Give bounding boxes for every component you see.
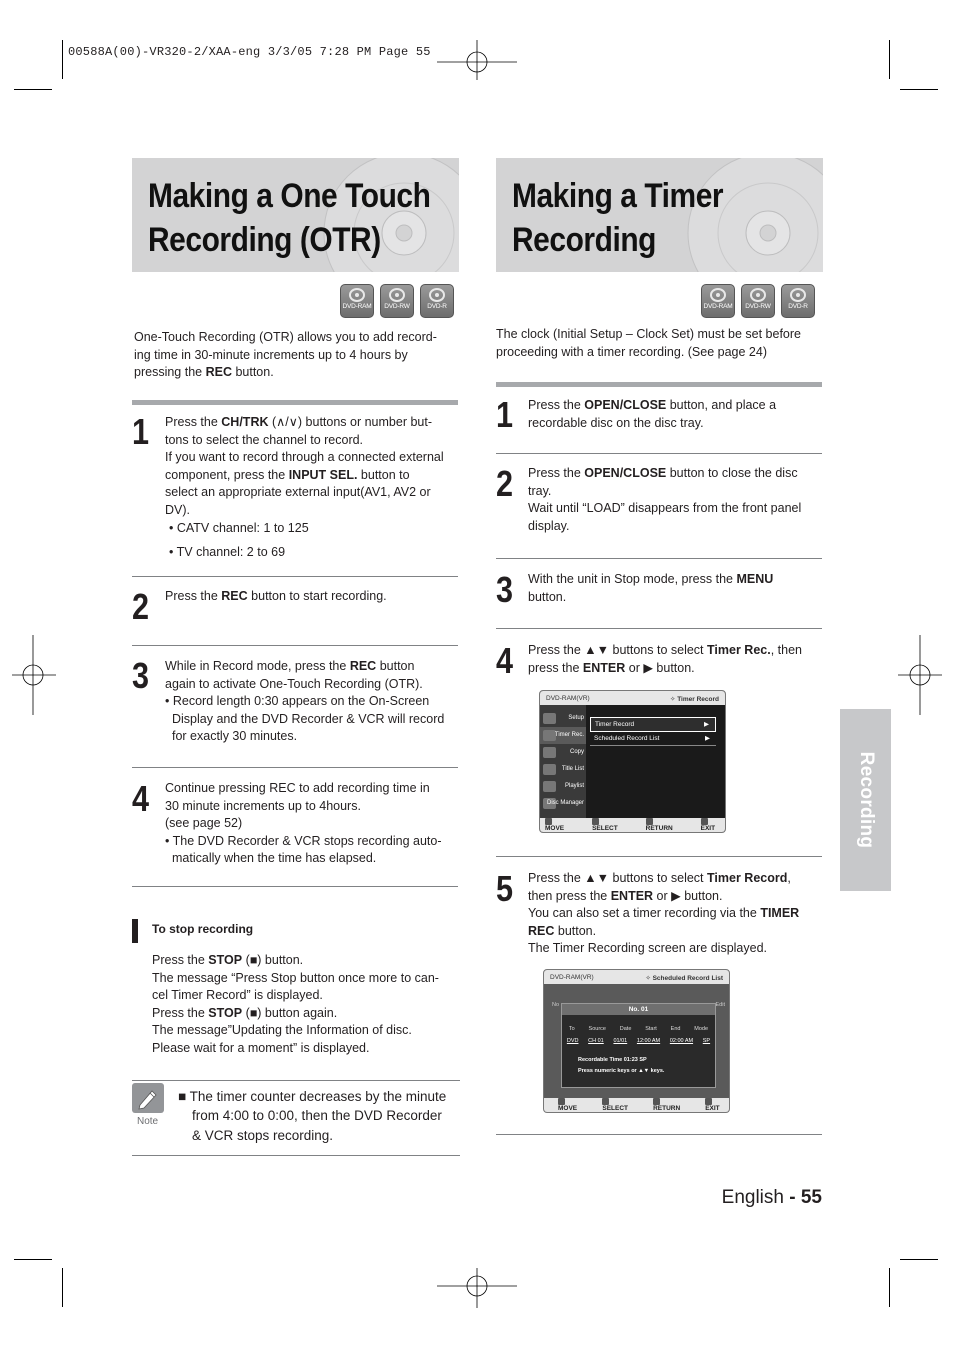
page-footer: English - 55 — [721, 1187, 822, 1208]
osd-menu-item: Copy — [540, 744, 586, 761]
title-list-icon — [543, 764, 556, 775]
osd-menu-item: Disc Manager — [540, 795, 586, 812]
stop-heading: To stop recording — [152, 922, 254, 936]
section-side-tab: Recording — [840, 709, 891, 891]
osd-key-select: SELECT — [602, 1098, 637, 1112]
stop-instructions: Press the STOP (■) button. The message “Press Stop button once more to can- cel Timer Record” is displayed. Press the STOP (■) button again. The message”Updating the Information of disc. Please wait for a moment” is displayed. — [152, 953, 439, 1055]
osd-detail-panel: No. 01 To Source Date Start End Mode DVD CH 01 01/01 12:00 AM 02:00 AM SP Recordable Time 01:23 SP Press numeric keys or ▲▼ keys. — [561, 1003, 716, 1088]
playlist-icon — [543, 781, 556, 792]
right-title: Making a Timer Recording — [512, 177, 724, 259]
left-step-1-text: Press the CH/TRK (∧/∨) buttons or number but- tons to select the channel to record. If you want to record through a connected external component, press the INPUT SEL. button to select an appropriate external input(AV1, AV2 or DV). • CATV channel: 1 to 125 • TV channel: 2 to 69 — [165, 415, 444, 560]
right-step-4-number: 4 — [496, 640, 514, 681]
osd-key-return: RETURN — [653, 1098, 689, 1112]
right-step-divider — [496, 628, 822, 629]
right-step-2-number: 2 — [496, 463, 514, 504]
right-step-divider — [496, 856, 822, 857]
registration-mark-left — [12, 635, 56, 715]
left-step-4-text: Continue pressing REC to add recording time in 30 minute increments up to 4hours. (see page 52) • The DVD Recorder & VCR stops recording auto- matically when the time has elapsed. — [165, 781, 442, 866]
stop-heading-bar — [132, 919, 138, 943]
left-section-rule — [132, 400, 458, 405]
registration-mark-top — [437, 40, 517, 80]
registration-mark-bottom — [437, 1268, 517, 1308]
left-step-divider — [132, 767, 458, 768]
left-intro: One-Touch Recording (OTR) allows you to add record- ing time in 30-minute increments up to 4 hours by pressing the REC button. — [134, 330, 437, 380]
osd-key-select: SELECT — [592, 818, 628, 832]
right-step-5-text: Press the ▲▼ buttons to select Timer Record, then press the ENTER or ▶ button. You can also set a timer recording via the TIMER REC button. The Timer Recording screen are displayed. — [528, 871, 800, 956]
osd-key-exit: EXIT — [701, 818, 725, 832]
registration-mark-right — [898, 635, 942, 715]
right-step-2-text: Press the OPEN/CLOSE button to close the disc tray. Wait until “LOAD” disappears from the front panel display. — [528, 466, 802, 533]
osd-menu-item: Timer Rec. — [540, 727, 586, 744]
left-step-2-text: Press the REC button to start recording. — [165, 589, 387, 603]
osd-top-bar: DVD-RAM(VR) ✧ Timer Record — [540, 691, 725, 705]
right-intro: The clock (Initial Setup – Clock Set) must be set before proceeding with a timer recording. (See page 24) — [496, 327, 801, 359]
osd-schedule-screen: DVD-RAM(VR) ✧ Scheduled Record List No Edit No. 01 To Source Date Start End Mode DVD CH 01 01/01 12:00 AM 02:00 AM SP Recordable Time 01:23 SP Press numeric keys or ▲▼ keys. MOVE SELECT RETURN EXIT — [543, 969, 730, 1113]
right-bottom-rule — [496, 1134, 822, 1135]
dvd-rw-badge-icon: DVD-RW — [380, 284, 414, 318]
osd-submenu-row: Scheduled Record List ▶ — [590, 732, 716, 746]
osd-key-move: MOVE — [545, 818, 574, 832]
left-disc-badges — [340, 284, 454, 318]
note-top-rule — [132, 1080, 460, 1081]
right-step-3-number: 3 — [496, 569, 514, 610]
osd-menu-item: Setup — [540, 710, 586, 727]
osd-menu-item: Playlist — [540, 778, 586, 795]
left-step-2-number: 2 — [132, 586, 150, 627]
left-step-divider — [132, 576, 458, 577]
right-step-1-text: Press the OPEN/CLOSE button, and place a recordable disc on the disc tray. — [528, 398, 777, 430]
osd-submenu — [590, 717, 716, 746]
left-title: Making a One Touch Recording (OTR) — [148, 177, 431, 259]
note-bottom-rule — [132, 1155, 460, 1156]
dvd-r-badge-icon: DVD-R — [781, 284, 815, 318]
osd-number-bar: No. 01 — [562, 1004, 715, 1015]
left-step-divider — [132, 886, 458, 887]
osd-top-bar: DVD-RAM(VR) ✧ Scheduled Record List — [544, 970, 729, 984]
osd-column-headers: To Source Date Start End Mode — [568, 1026, 709, 1032]
dvd-ram-badge-icon: DVD-RAM — [701, 284, 735, 318]
osd-row-values: DVD CH 01 01/01 12:00 AM 02:00 AM SP — [566, 1038, 711, 1044]
osd-submenu-row: Timer Record ▶ — [590, 717, 716, 732]
right-step-1-number: 1 — [496, 394, 514, 435]
right-step-4-text: Press the ▲▼ buttons to select Timer Rec., then press the ENTER or ▶ button. — [528, 643, 802, 675]
right-title-box — [496, 158, 823, 272]
right-section-rule — [496, 382, 822, 387]
osd-key-move: MOVE — [558, 1098, 586, 1112]
dvd-r-badge-icon: DVD-R — [420, 284, 454, 318]
osd-key-return: RETURN — [646, 818, 683, 832]
left-step-3-number: 3 — [132, 655, 150, 696]
right-step-5-number: 5 — [496, 868, 514, 909]
right-step-divider — [496, 558, 822, 559]
copy-icon — [543, 747, 556, 758]
print-header: 00588A(00)-VR320-2/XAA-eng 3/3/05 7:28 PM Page 55 — [68, 45, 431, 59]
osd-key-bar — [540, 818, 725, 832]
left-title-box — [132, 158, 459, 272]
note-label: Note — [137, 1116, 159, 1127]
note-text: ■ The timer counter decreases by the minute from 4:00 to 0:00, then the DVD Recorder & VCR stops recording. — [178, 1089, 447, 1143]
left-step-4-number: 4 — [132, 778, 150, 819]
right-step-3-text: With the unit in Stop mode, press the MENU button. — [528, 572, 774, 604]
note-pencil-icon — [132, 1083, 164, 1113]
left-step-1-number: 1 — [132, 411, 150, 452]
left-step-divider — [132, 645, 458, 646]
right-step-divider — [496, 453, 822, 454]
osd-key-exit: EXIT — [705, 1098, 729, 1112]
osd-menu-screen — [539, 690, 726, 833]
dvd-rw-badge-icon: DVD-RW — [741, 284, 775, 318]
osd-menu-item: Title List — [540, 761, 586, 778]
osd-key-bar — [544, 1098, 729, 1112]
gear-icon — [543, 713, 556, 724]
osd-menu-sidebar — [540, 705, 586, 818]
right-disc-badges — [701, 284, 815, 318]
left-step-3-text: While in Record mode, press the REC button again to activate One-Touch Recording (OTR). • Record length 0:30 appears on the On-Screen Display and the DVD Recorder & VCR will record for exactly 30 minutes. — [165, 659, 445, 744]
dvd-ram-badge-icon: DVD-RAM — [340, 284, 374, 318]
